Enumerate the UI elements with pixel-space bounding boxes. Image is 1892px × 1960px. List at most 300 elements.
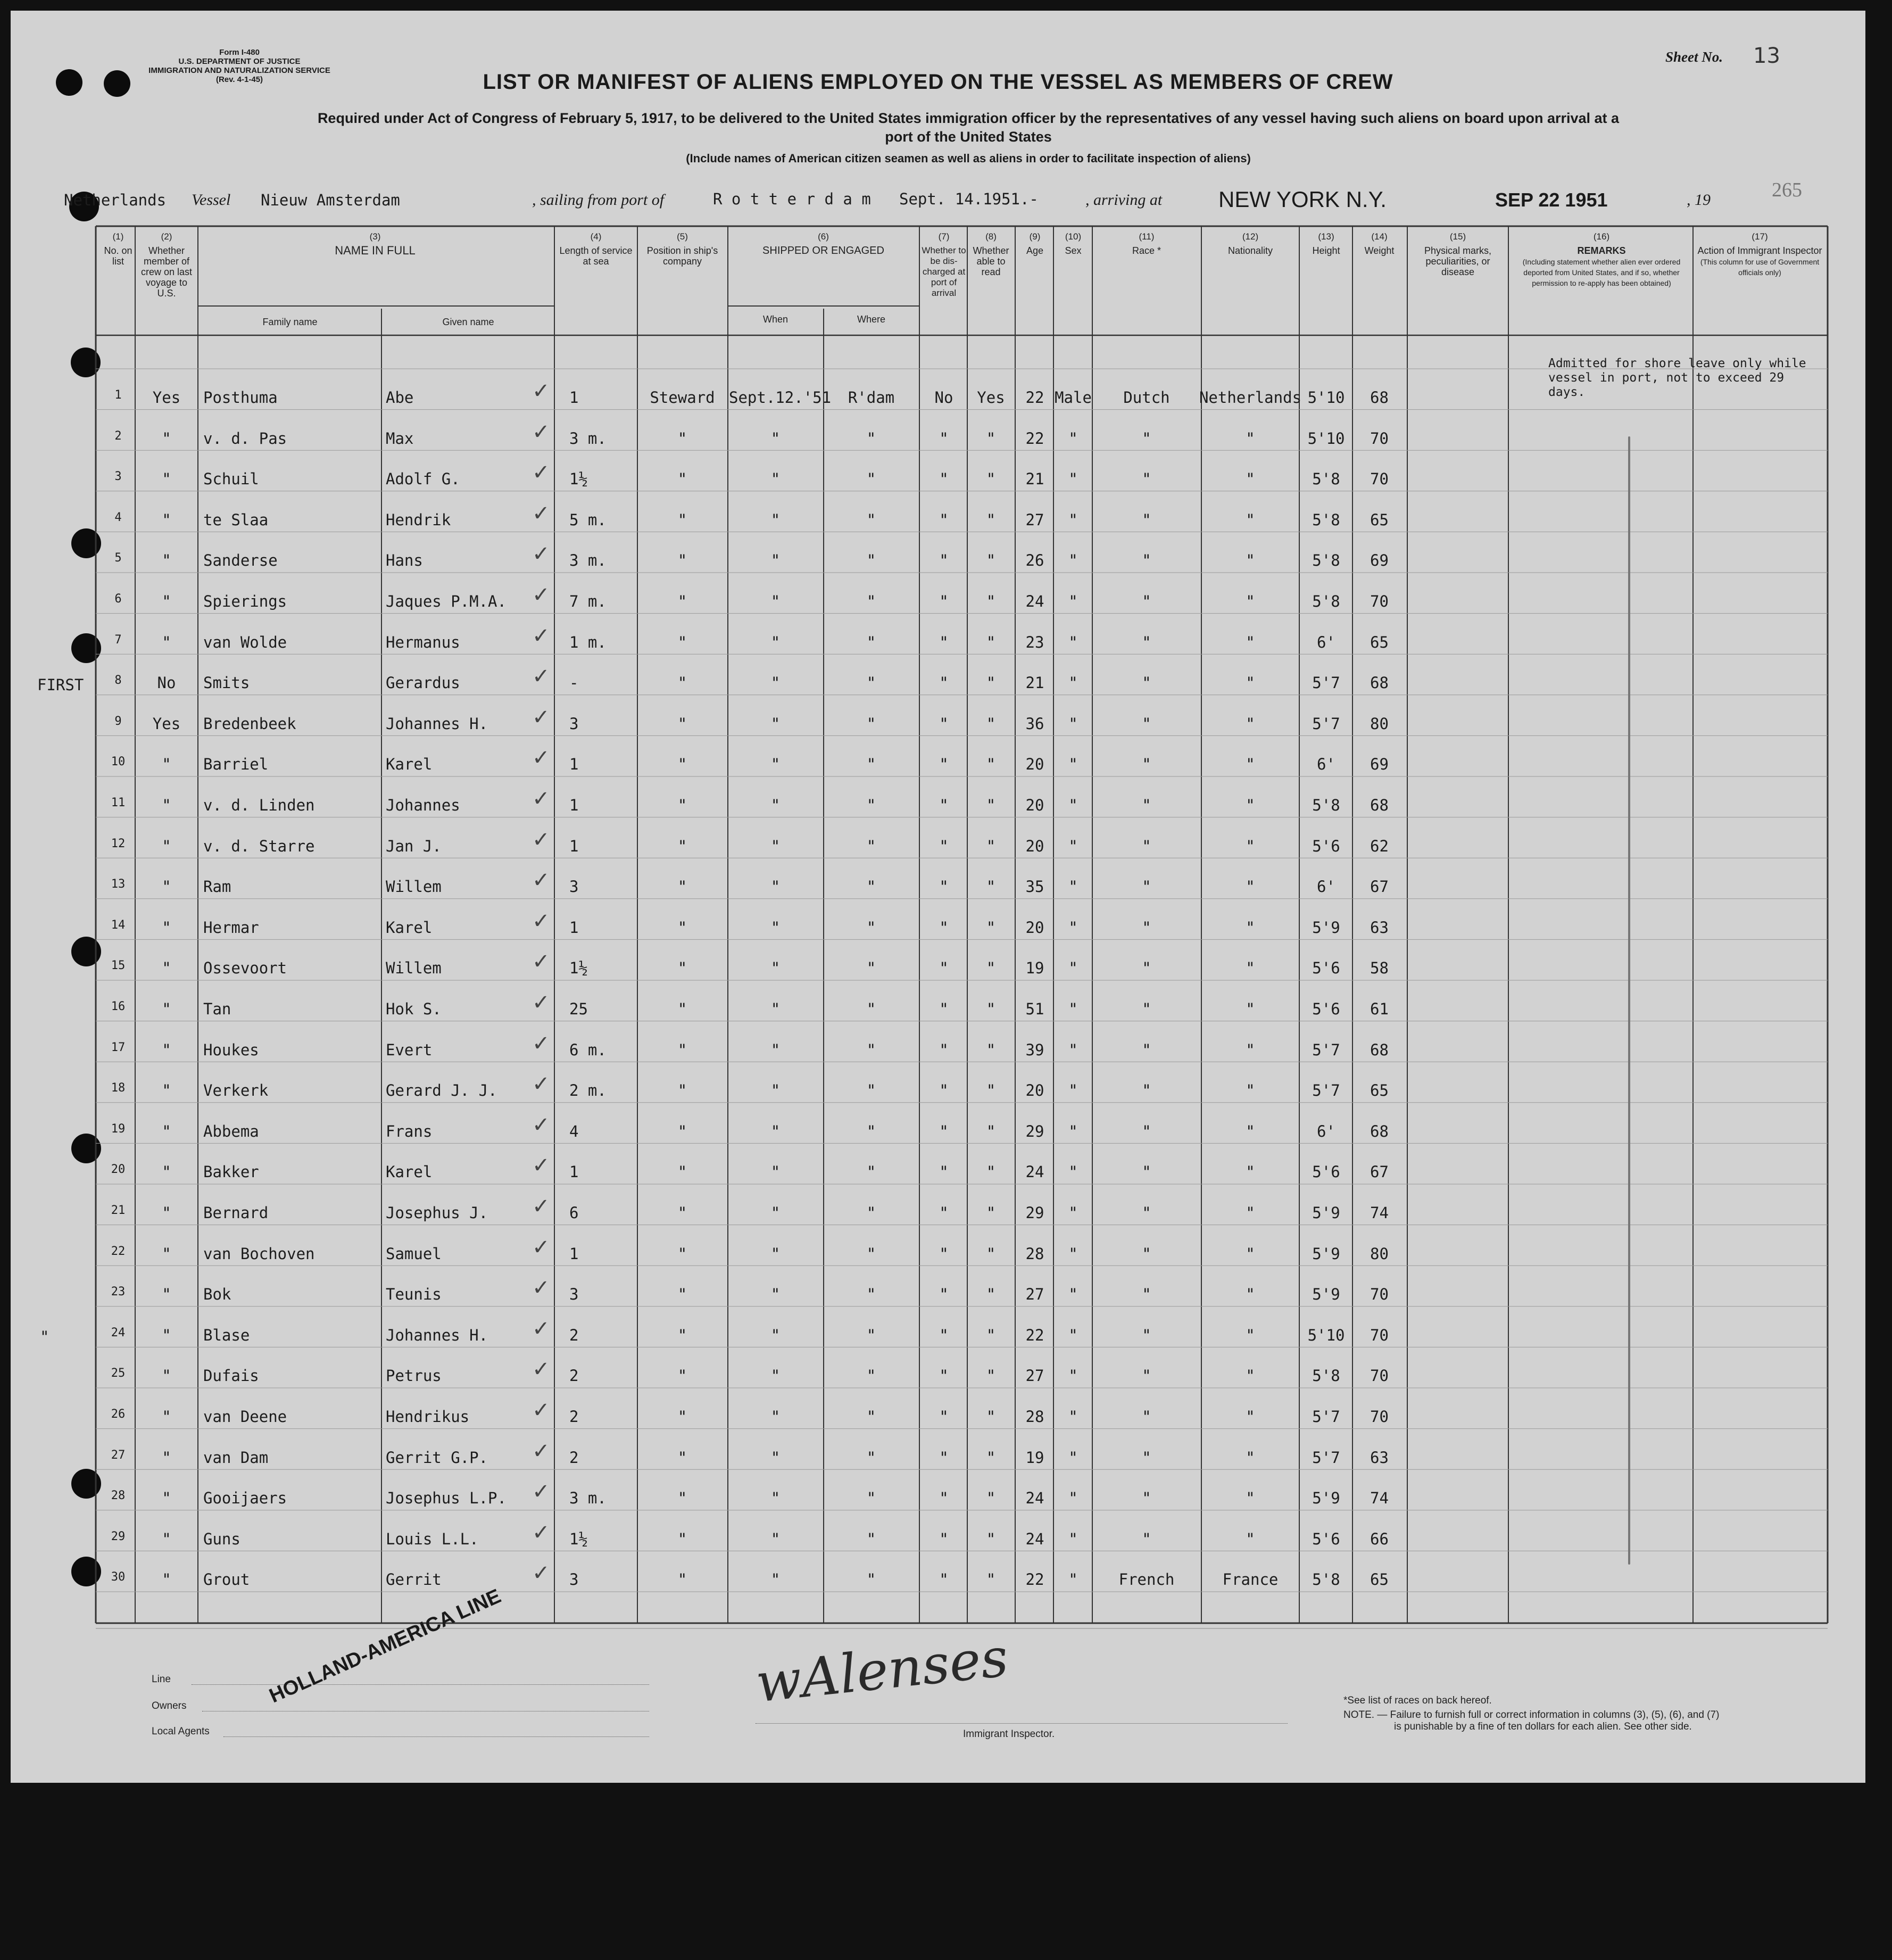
cell-where: " bbox=[866, 1163, 876, 1181]
cell-where: " bbox=[866, 1408, 876, 1426]
cell-where: " bbox=[866, 592, 876, 610]
agents-label: Local Agents bbox=[152, 1726, 210, 1737]
cell-read: " bbox=[986, 592, 996, 610]
cell-weight: 67 bbox=[1370, 878, 1389, 896]
cell-nat: " bbox=[1246, 1367, 1255, 1385]
subtitle-1: Required under Act of Congress of February 5, 1917, to be delivered to the United States immigration officer by the representatives of any vessel having such aliens on board upon arrival at a bbox=[317, 110, 1620, 126]
cell-weight: 68 bbox=[1370, 674, 1389, 692]
table-row bbox=[11, 1072, 1865, 1108]
header-position-num: (5) bbox=[677, 231, 688, 242]
cell-when: " bbox=[770, 755, 781, 774]
form-dept: U.S. DEPARTMENT OF JUSTICE bbox=[178, 57, 301, 66]
cell-height: 6' bbox=[1317, 878, 1335, 896]
cell-no: 6 bbox=[114, 592, 122, 606]
cell-race: " bbox=[1142, 837, 1151, 855]
cell-position: " bbox=[677, 1122, 687, 1140]
cell-service: 3 m. bbox=[569, 429, 607, 448]
cell-height: 5'8 bbox=[1312, 470, 1340, 489]
cell-height: 5'10 bbox=[1307, 388, 1345, 407]
cell-read: " bbox=[986, 1040, 996, 1059]
cell-read: " bbox=[986, 755, 996, 774]
cell-age: 22 bbox=[1025, 1326, 1044, 1344]
cell-when: " bbox=[770, 1040, 781, 1059]
check-mark-icon: ✓ bbox=[532, 705, 550, 730]
header-height bbox=[1301, 231, 1351, 256]
cell-where: " bbox=[866, 633, 876, 651]
cell-age: 36 bbox=[1025, 714, 1044, 733]
cell-no: 23 bbox=[111, 1285, 126, 1299]
cell-when: " bbox=[770, 1081, 781, 1100]
cell-prev: " bbox=[162, 1367, 171, 1385]
subtitle-3: (Include names of American citizen seamen as well as aliens in order to facilitate inspection of aliens) bbox=[686, 152, 1251, 165]
cell-no: 20 bbox=[111, 1163, 126, 1177]
cell-prev: " bbox=[162, 1163, 171, 1181]
cell-service: 1 m. bbox=[569, 633, 607, 651]
check-mark-icon: ✓ bbox=[532, 1194, 550, 1219]
cell-nat: " bbox=[1246, 510, 1255, 529]
cell-service: - bbox=[569, 674, 579, 692]
cell-disch: " bbox=[939, 1204, 949, 1222]
cell-nat: France bbox=[1222, 1570, 1279, 1589]
cell-service: 2 m. bbox=[569, 1081, 607, 1100]
table-row bbox=[11, 1479, 1865, 1516]
header-no-num: (1) bbox=[112, 231, 124, 242]
cell-prev: " bbox=[162, 1408, 171, 1426]
page-title: LIST OR MANIFEST OF ALIENS EMPLOYED ON THE VESSEL AS MEMBERS OF CREW bbox=[483, 70, 1393, 94]
cell-given: Josephus J. bbox=[386, 1204, 488, 1222]
cell-age: 20 bbox=[1025, 918, 1044, 937]
cell-given: Karel bbox=[386, 1163, 433, 1181]
check-mark-icon: ✓ bbox=[532, 501, 550, 526]
cell-disch: " bbox=[939, 1244, 949, 1263]
cell-family: Gooijaers bbox=[203, 1489, 287, 1508]
cell-position: Steward bbox=[650, 388, 715, 407]
cell-weight: 65 bbox=[1370, 1081, 1389, 1100]
cell-race: " bbox=[1142, 1367, 1151, 1385]
cell-position: " bbox=[677, 837, 687, 855]
cell-disch: " bbox=[939, 1163, 949, 1181]
cell-read: " bbox=[986, 918, 996, 937]
cell-nat: " bbox=[1246, 592, 1255, 610]
cell-height: 5'6 bbox=[1312, 1000, 1340, 1018]
cell-where: " bbox=[866, 470, 876, 489]
table-row bbox=[11, 990, 1865, 1027]
cell-when: " bbox=[770, 837, 781, 855]
cell-race: " bbox=[1142, 1529, 1151, 1548]
cell-when: " bbox=[770, 470, 781, 489]
cell-family: Smits bbox=[203, 674, 250, 692]
header-action bbox=[1695, 231, 1825, 277]
cell-age: 29 bbox=[1025, 1122, 1044, 1140]
cell-nat: " bbox=[1246, 1489, 1255, 1508]
cell-disch: " bbox=[939, 592, 949, 610]
cell-position: " bbox=[677, 1367, 687, 1385]
cell-height: 5'9 bbox=[1312, 918, 1340, 937]
cell-family: van Bochoven bbox=[203, 1244, 315, 1263]
cell-when: " bbox=[770, 592, 781, 610]
cell-weight: 67 bbox=[1370, 1163, 1389, 1181]
cell-sex: " bbox=[1068, 633, 1078, 651]
cell-family: Guns bbox=[203, 1529, 240, 1548]
header-read-text: Whether able to read bbox=[973, 245, 1009, 277]
cell-no: 7 bbox=[114, 633, 122, 647]
cell-family: Verkerk bbox=[203, 1081, 269, 1100]
cell-read: " bbox=[986, 796, 996, 814]
cell-height: 5'6 bbox=[1312, 837, 1340, 855]
cell-when: " bbox=[770, 1448, 781, 1467]
cell-family: van Dam bbox=[203, 1448, 269, 1467]
cell-race: " bbox=[1142, 1408, 1151, 1426]
cell-given: Willem bbox=[386, 959, 442, 978]
cell-sex: " bbox=[1068, 1081, 1078, 1100]
cell-height: 5'8 bbox=[1312, 510, 1340, 529]
cell-read: " bbox=[986, 1529, 996, 1548]
cell-weight: 68 bbox=[1370, 1040, 1389, 1059]
cell-prev: " bbox=[162, 510, 171, 529]
header-weight-text: Weight bbox=[1364, 245, 1395, 256]
cell-prev: " bbox=[162, 837, 171, 855]
cell-read: " bbox=[986, 1570, 996, 1589]
cell-race: " bbox=[1142, 796, 1151, 814]
sheet-number-value: 13 bbox=[1753, 44, 1780, 68]
table-row bbox=[11, 868, 1865, 904]
cell-disch: " bbox=[939, 796, 949, 814]
cell-race: " bbox=[1142, 1081, 1151, 1100]
cell-nat: " bbox=[1246, 959, 1255, 978]
cell-age: 27 bbox=[1025, 1367, 1044, 1385]
check-mark-icon: ✓ bbox=[532, 1316, 550, 1341]
cell-race: " bbox=[1142, 1122, 1151, 1140]
cell-service: 4 bbox=[569, 1122, 579, 1140]
cell-nat: " bbox=[1246, 674, 1255, 692]
cell-when: " bbox=[770, 1326, 781, 1344]
table-row bbox=[11, 1398, 1865, 1434]
sailing-date: Sept. 14.1951.- bbox=[899, 190, 1039, 208]
header-weight bbox=[1354, 231, 1405, 256]
check-mark-icon: ✓ bbox=[532, 1072, 550, 1097]
cell-no: 25 bbox=[111, 1367, 126, 1380]
cell-when: " bbox=[770, 674, 781, 692]
cell-given: Louis L.L. bbox=[386, 1529, 479, 1548]
cell-height: 5'7 bbox=[1312, 1408, 1340, 1426]
check-mark-icon: ✓ bbox=[532, 827, 550, 852]
cell-service: 7 m. bbox=[569, 592, 607, 610]
cell-weight: 65 bbox=[1370, 1570, 1389, 1589]
cell-no: 22 bbox=[111, 1244, 126, 1258]
cell-service: 1 bbox=[569, 1163, 579, 1181]
cell-prev: " bbox=[162, 796, 171, 814]
cell-when: " bbox=[770, 1163, 781, 1181]
cell-weight: 63 bbox=[1370, 918, 1389, 937]
margin-ditto: " bbox=[40, 1328, 49, 1346]
cell-service: 1 bbox=[569, 1244, 579, 1263]
cell-sex: " bbox=[1068, 1489, 1078, 1508]
cell-nat: " bbox=[1246, 1285, 1255, 1304]
cell-sex: " bbox=[1068, 551, 1078, 570]
table-row bbox=[11, 1561, 1865, 1597]
cell-nat: " bbox=[1246, 1529, 1255, 1548]
header-sex-text: Sex bbox=[1065, 245, 1082, 256]
header-sex bbox=[1055, 231, 1092, 256]
table-row bbox=[11, 583, 1865, 619]
cell-family: Barriel bbox=[203, 755, 269, 774]
cell-nat: " bbox=[1246, 1244, 1255, 1263]
cell-family: Schuil bbox=[203, 470, 259, 489]
cell-family: Posthuma bbox=[203, 388, 278, 407]
cell-nat: " bbox=[1246, 1326, 1255, 1344]
cell-sex: Male bbox=[1055, 388, 1092, 407]
cell-position: " bbox=[677, 470, 687, 489]
header-nationality bbox=[1202, 231, 1298, 256]
cell-position: " bbox=[677, 551, 687, 570]
cell-family: Dufais bbox=[203, 1367, 259, 1385]
table-row bbox=[11, 1276, 1865, 1312]
cell-service: 1½ bbox=[569, 470, 588, 489]
cell-read: " bbox=[986, 1081, 996, 1100]
cell-position: " bbox=[677, 429, 687, 448]
check-mark-icon: ✓ bbox=[532, 949, 550, 974]
cell-family: Blase bbox=[203, 1326, 250, 1344]
cell-sex: " bbox=[1068, 1448, 1078, 1467]
cell-height: 6' bbox=[1317, 1122, 1335, 1140]
cell-sex: " bbox=[1068, 1570, 1078, 1589]
cell-service: 6 m. bbox=[569, 1040, 607, 1059]
table-row bbox=[11, 746, 1865, 782]
sheet-number-label: Sheet No. bbox=[1665, 49, 1723, 65]
cell-read: " bbox=[986, 1204, 996, 1222]
cell-height: 5'8 bbox=[1312, 796, 1340, 814]
table-row bbox=[11, 664, 1865, 700]
cell-race: " bbox=[1142, 1000, 1151, 1018]
cell-when: " bbox=[770, 1000, 781, 1018]
header-discharge-text: Whether to be dis-charged at port of arrival bbox=[922, 245, 966, 298]
cell-position: " bbox=[677, 959, 687, 978]
cell-nat: " bbox=[1246, 1000, 1255, 1018]
cell-race: " bbox=[1142, 1489, 1151, 1508]
table-row bbox=[11, 542, 1865, 578]
cell-where: " bbox=[866, 1122, 876, 1140]
check-mark-icon: ✓ bbox=[532, 1235, 550, 1260]
cell-sex: " bbox=[1068, 674, 1078, 692]
cell-sex: " bbox=[1068, 1285, 1078, 1304]
check-mark-icon: ✓ bbox=[532, 1561, 550, 1586]
cell-height: 5'9 bbox=[1312, 1204, 1340, 1222]
cell-family: Spierings bbox=[203, 592, 287, 610]
cell-nat: " bbox=[1246, 1163, 1255, 1181]
table-row bbox=[11, 623, 1865, 660]
header-shipped-num: (6) bbox=[818, 231, 829, 242]
stamp-number: 265 bbox=[1772, 179, 1802, 201]
cell-given: Petrus bbox=[386, 1367, 442, 1385]
cell-read: " bbox=[986, 959, 996, 978]
cell-race: " bbox=[1142, 918, 1151, 937]
cell-sex: " bbox=[1068, 1244, 1078, 1263]
header-name-text: NAME IN FULL bbox=[335, 244, 416, 257]
cell-race: " bbox=[1142, 1326, 1151, 1344]
cell-age: 20 bbox=[1025, 1081, 1044, 1100]
cell-race: " bbox=[1142, 592, 1151, 610]
cell-race: " bbox=[1142, 959, 1151, 978]
cell-position: " bbox=[677, 796, 687, 814]
cell-no: 4 bbox=[114, 510, 122, 524]
footer-line-3 bbox=[223, 1736, 649, 1737]
cell-given: Hans bbox=[386, 551, 423, 570]
cell-position: " bbox=[677, 510, 687, 529]
header-physical-text: Physical marks, peculiarities, or disease bbox=[1424, 245, 1492, 277]
check-mark-icon: ✓ bbox=[532, 1520, 550, 1545]
cell-prev: " bbox=[162, 1000, 171, 1018]
line-label: Line bbox=[152, 1674, 171, 1685]
cell-position: " bbox=[677, 1326, 687, 1344]
cell-nat: " bbox=[1246, 1081, 1255, 1100]
cell-service: 3 bbox=[569, 1285, 579, 1304]
cell-given: Teunis bbox=[386, 1285, 442, 1304]
cell-age: 21 bbox=[1025, 674, 1044, 692]
cell-family: Houkes bbox=[203, 1040, 259, 1059]
cell-no: 19 bbox=[111, 1122, 126, 1136]
cell-disch: " bbox=[939, 510, 949, 529]
vessel-prefix: Netherlands bbox=[64, 191, 167, 209]
check-mark-icon: ✓ bbox=[532, 379, 550, 403]
cell-given: Willem bbox=[386, 878, 442, 896]
cell-nat: " bbox=[1246, 714, 1255, 733]
table-row bbox=[11, 1316, 1865, 1353]
cell-read: " bbox=[986, 1000, 996, 1018]
table-row bbox=[11, 1235, 1865, 1271]
cell-disch: " bbox=[939, 674, 949, 692]
cell-disch: " bbox=[939, 1285, 949, 1304]
cell-where: " bbox=[866, 918, 876, 937]
cell-disch: " bbox=[939, 1122, 949, 1140]
cell-family: Hermar bbox=[203, 918, 259, 937]
cell-weight: 61 bbox=[1370, 1000, 1389, 1018]
form-rev: (Rev. 4-1-45) bbox=[215, 75, 263, 84]
cell-age: 22 bbox=[1025, 1570, 1044, 1589]
cell-height: 5'8 bbox=[1312, 551, 1340, 570]
cell-sex: " bbox=[1068, 1163, 1078, 1181]
port: R o t t e r d a m bbox=[713, 190, 871, 208]
form-number: Form I-480 bbox=[219, 48, 260, 57]
table-row bbox=[11, 705, 1865, 741]
cell-age: 28 bbox=[1025, 1244, 1044, 1263]
cell-no: 28 bbox=[111, 1489, 126, 1503]
cell-read: " bbox=[986, 1326, 996, 1344]
cell-family: v. d. Pas bbox=[203, 429, 287, 448]
header-physical bbox=[1410, 231, 1506, 277]
cell-when: " bbox=[770, 714, 781, 733]
cell-age: 29 bbox=[1025, 1204, 1044, 1222]
form-service: IMMIGRATION AND NATURALIZATION SERVICE bbox=[148, 66, 330, 75]
cell-position: " bbox=[677, 755, 687, 774]
sailing-label: , sailing from port of bbox=[532, 191, 665, 209]
cell-height: 5'9 bbox=[1312, 1285, 1340, 1304]
header-shipped-when: When bbox=[762, 314, 789, 325]
check-mark-icon: ✓ bbox=[532, 1357, 550, 1382]
cell-height: 6' bbox=[1317, 755, 1335, 774]
cell-prev: " bbox=[162, 1570, 171, 1589]
cell-position: " bbox=[677, 1489, 687, 1508]
header-discharge bbox=[922, 231, 966, 299]
cell-disch: " bbox=[939, 1367, 949, 1385]
cell-disch: " bbox=[939, 1489, 949, 1508]
cell-weight: 58 bbox=[1370, 959, 1389, 978]
cell-disch: " bbox=[939, 1081, 949, 1100]
table-row bbox=[11, 379, 1865, 415]
cell-no: 2 bbox=[114, 429, 122, 443]
cell-age: 21 bbox=[1025, 470, 1044, 489]
check-mark-icon: ✓ bbox=[532, 990, 550, 1015]
check-mark-icon: ✓ bbox=[532, 1153, 550, 1178]
cell-weight: 69 bbox=[1370, 551, 1389, 570]
cell-weight: 70 bbox=[1370, 1326, 1389, 1344]
cell-family: v. d. Linden bbox=[203, 796, 315, 814]
cell-family: van Deene bbox=[203, 1408, 287, 1426]
cell-weight: 68 bbox=[1370, 796, 1389, 814]
header-shipped bbox=[729, 231, 918, 256]
cell-age: 20 bbox=[1025, 755, 1044, 774]
cell-read: Yes bbox=[977, 388, 1005, 407]
cell-when: " bbox=[770, 429, 781, 448]
cell-sex: " bbox=[1068, 1122, 1078, 1140]
cell-height: 5'9 bbox=[1312, 1244, 1340, 1263]
cell-given: Johannes bbox=[386, 796, 460, 814]
cell-weight: 68 bbox=[1370, 388, 1389, 407]
table-row bbox=[11, 1031, 1865, 1068]
header-no bbox=[102, 231, 134, 267]
cell-age: 22 bbox=[1025, 429, 1044, 448]
cell-height: 5'8 bbox=[1312, 1367, 1340, 1385]
cell-when: " bbox=[770, 1489, 781, 1508]
cell-nat: Netherlands bbox=[1199, 388, 1302, 407]
cell-no: 15 bbox=[111, 959, 126, 973]
cell-no: 5 bbox=[114, 551, 122, 565]
cell-read: " bbox=[986, 1163, 996, 1181]
table-row bbox=[11, 949, 1865, 986]
cell-service: 1 bbox=[569, 796, 579, 814]
cell-disch: " bbox=[939, 837, 949, 855]
cell-prev: " bbox=[162, 1204, 171, 1222]
cell-where: " bbox=[866, 1326, 876, 1344]
cell-no: 13 bbox=[111, 878, 126, 891]
cell-no: 1 bbox=[114, 388, 122, 402]
cell-service: 3 bbox=[569, 1570, 579, 1589]
header-service-num: (4) bbox=[590, 231, 602, 242]
arrival-date: SEP 22 1951 bbox=[1495, 189, 1608, 211]
cell-race: Dutch bbox=[1123, 388, 1170, 407]
cell-nat: " bbox=[1246, 1040, 1255, 1059]
cell-where: " bbox=[866, 1529, 876, 1548]
cell-position: " bbox=[677, 1448, 687, 1467]
cell-age: 39 bbox=[1025, 1040, 1044, 1059]
cell-sex: " bbox=[1068, 1000, 1078, 1018]
cell-family: te Slaa bbox=[203, 510, 269, 529]
cell-given: Hermanus bbox=[386, 633, 460, 651]
cell-read: " bbox=[986, 1448, 996, 1467]
cell-no: 27 bbox=[111, 1448, 126, 1462]
cell-height: 5'7 bbox=[1312, 1040, 1340, 1059]
cell-where: " bbox=[866, 755, 876, 774]
cell-disch: " bbox=[939, 1000, 949, 1018]
cell-nat: " bbox=[1246, 796, 1255, 814]
cell-disch: " bbox=[939, 1408, 949, 1426]
cell-height: 5'7 bbox=[1312, 674, 1340, 692]
cell-read: " bbox=[986, 1244, 996, 1263]
cell-when: " bbox=[770, 959, 781, 978]
cell-when: " bbox=[770, 1122, 781, 1140]
cell-disch: " bbox=[939, 1570, 949, 1589]
cell-prev: " bbox=[162, 592, 171, 610]
cell-age: 20 bbox=[1025, 796, 1044, 814]
